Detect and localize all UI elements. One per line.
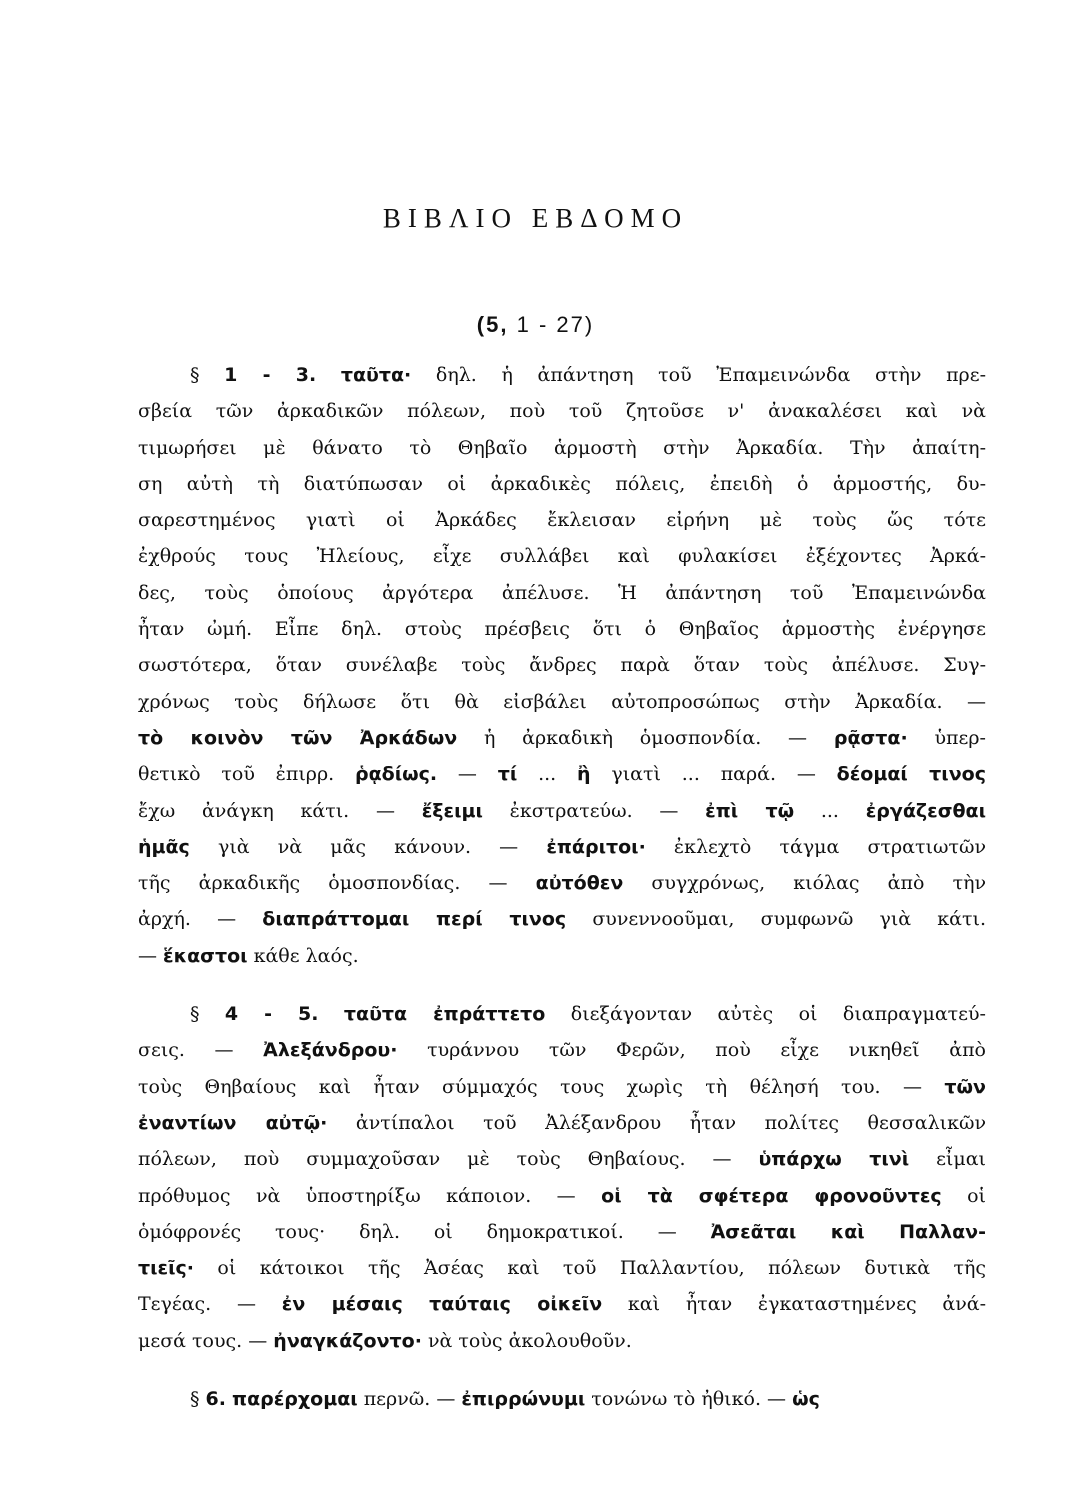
gloss-text: ἦταν ὠμή. Εἶπε δηλ. στοὺς πρέσβεις ὅτι ὁ Θηβαῖος ἁρμοστὴς ἐνέργησε xyxy=(138,618,986,641)
gloss-text: νὰ τοὺς ἀκολουθοῦν. xyxy=(421,1329,632,1352)
gloss-text: πόλεων, ποὺ συμμαχοῦσαν μὲ τοὺς Θηβαίους. — xyxy=(138,1148,759,1171)
gloss-text: θετικὸ τοῦ ἐπιρρ. xyxy=(138,763,355,786)
gloss-text: § xyxy=(190,364,225,386)
text-line xyxy=(138,1178,986,1214)
gloss-text: ὑπερ- xyxy=(907,726,986,749)
text-line xyxy=(138,684,986,720)
gloss-text: τυράννου τῶν Φερῶν, ποὺ εἶχε νικηθεῖ ἀπὸ xyxy=(397,1039,986,1062)
gloss-text: ἔχω ἀνάγκη κάτι. — xyxy=(138,799,422,822)
text-line xyxy=(138,1381,986,1417)
bold-term: 1 - 3. xyxy=(224,364,317,386)
paragraph-section-3 xyxy=(138,1381,986,1417)
gloss-text: τονώνω τὸ ἠθικό. — xyxy=(585,1388,793,1411)
bold-term: ἠναγκάζοντο· xyxy=(273,1329,422,1352)
text-line xyxy=(138,502,986,538)
bold-term: ἐν μέσαις ταύταις οἰκεῖν xyxy=(281,1293,603,1316)
gloss-text xyxy=(318,1003,343,1025)
gloss-text: — xyxy=(437,763,498,786)
text-line xyxy=(138,1250,986,1286)
gloss-text: § xyxy=(190,1003,225,1026)
bold-term: ὑπάρχω τινὶ xyxy=(758,1148,910,1171)
bold-term: διαπράττομαι περί τινος xyxy=(262,908,567,931)
text-line xyxy=(138,720,986,756)
gloss-text: ... xyxy=(794,799,866,822)
text-line xyxy=(138,466,986,502)
bold-term: Ἀλεξάνδρου· xyxy=(263,1039,398,1062)
text-line xyxy=(138,996,986,1032)
text-line xyxy=(138,1032,986,1068)
bold-term: ἐπάριτοι· xyxy=(546,835,646,858)
gloss-text: ση αὐτὴ τὴ διατύπωσαν οἱ ἀρκαδικὲς πόλεις, ἐπειδὴ ὁ ἁρμοστής, δυ- xyxy=(138,472,986,495)
bold-term: ῥᾳδίως. xyxy=(355,763,438,786)
gloss-text: οἱ κάτοικοι τῆς Ἀσέας καὶ τοῦ Παλλαντίου, πόλεων δυτικὰ τῆς xyxy=(194,1257,986,1280)
bold-term: ἐπὶ τῷ xyxy=(705,799,795,822)
gloss-text: συγχρόνως, κιόλας ἀπὸ τὴν xyxy=(623,872,987,895)
chapter-range-span: 1 - 27) xyxy=(508,312,595,337)
gloss-text: ἀρχή. — xyxy=(138,908,263,931)
text-line xyxy=(138,611,986,647)
gloss-text: ... xyxy=(517,763,578,786)
bold-term: ταῦτα ἐπράττετο xyxy=(343,1003,546,1026)
text-line xyxy=(138,901,986,937)
gloss-text: δηλ. ἡ ἀπάντηση τοῦ Ἐπαμεινώνδα στὴν πρε- xyxy=(411,364,986,386)
gloss-text: σβεία τῶν ἀρκαδικῶν πόλεων, ποὺ τοῦ ζητοῦσε ν' ἀνακαλέσει καὶ νὰ xyxy=(138,400,986,423)
bold-term: 4 - 5. xyxy=(224,1003,319,1026)
text-line xyxy=(138,538,986,574)
bold-term: παρέρχομαι xyxy=(232,1388,358,1411)
paragraph-gap xyxy=(138,974,986,996)
paragraph-section-1 xyxy=(138,357,986,974)
gloss-text: ἡ ἀρκαδικὴ ὁμοσπονδία. — xyxy=(457,726,834,749)
gloss-text xyxy=(316,364,341,386)
bold-term: ἔξειμι xyxy=(421,799,483,822)
text-line xyxy=(138,647,986,683)
gloss-text: οἱ xyxy=(941,1184,987,1207)
text-line xyxy=(138,1286,986,1322)
gloss-text: τιμωρήσει μὲ θάνατο τὸ Θηβαῖο ἁρμοστὴ στὴν Ἀρκαδία. Τὴν ἀπαίτη- xyxy=(138,436,986,459)
bold-term: Ἀσεᾶται καὶ Παλλαν- xyxy=(710,1220,987,1243)
text-line xyxy=(138,575,986,611)
gloss-text: σωστότερα, ὅταν συνέλαβε τοὺς ἄνδρες παρὰ ὅταν τοὺς ἀπέλυσε. Συγ- xyxy=(138,654,986,677)
gloss-text: συνεννοοῦμαι, συμφωνῶ γιὰ κάτι. xyxy=(566,908,987,931)
bold-term: ἡμᾶς xyxy=(138,835,190,858)
bold-term: τῶν xyxy=(944,1075,986,1098)
bold-term: 6. xyxy=(205,1388,226,1411)
bold-term: τί xyxy=(497,763,518,786)
bold-term: ἐργάζεσθαι xyxy=(865,799,987,822)
gloss-text: γιατὶ ... παρά. — xyxy=(590,763,837,786)
bold-term: δέομαί τινος xyxy=(836,763,986,786)
book-title: ΒΙΒΛΙΟ ΕΒΔΟΜΟ xyxy=(382,203,689,233)
text-line xyxy=(138,393,986,429)
text-line xyxy=(138,1069,986,1105)
gloss-text: ἐκλεχτὸ τάγμα στρατιωτῶν xyxy=(645,835,986,858)
gloss-text: ἀντίπαλοι τοῦ Ἀλέξανδρου ἦταν πολίτες θεσσαλικῶν xyxy=(327,1111,986,1134)
gloss-text: § xyxy=(190,1388,206,1411)
gloss-text: σεις. — xyxy=(138,1039,264,1062)
bold-term: οἱ τὰ σφέτερα φρονοῦντες xyxy=(601,1184,942,1207)
chapter-range-number: (5, xyxy=(476,312,509,337)
paragraph-section-2 xyxy=(138,996,986,1359)
gloss-text: Τεγέας. — xyxy=(138,1293,282,1316)
commentary-text xyxy=(138,357,986,1417)
gloss-text: διεξάγονταν αὐτὲς οἱ διαπραγματεύ- xyxy=(545,1003,986,1026)
chapter-range xyxy=(0,312,1071,338)
bold-term: ρᾷστα· xyxy=(833,726,908,749)
gloss-text: μεσά τους. — xyxy=(138,1329,274,1352)
bold-term: αὐτόθεν xyxy=(535,872,624,895)
bold-term: τιεῖς· xyxy=(138,1257,194,1280)
text-line xyxy=(138,865,986,901)
text-line xyxy=(138,1323,986,1359)
text-line xyxy=(138,938,986,974)
text-line xyxy=(138,1105,986,1141)
gloss-text: — xyxy=(138,944,164,967)
gloss-text: ἐκστρατεύω. — xyxy=(482,799,706,822)
bold-term: ἐναντίων αὐτῷ· xyxy=(138,1111,328,1134)
gloss-text: τοὺς Θηβαίους καὶ ἦταν σύμμαχός τους χωρὶς τὴ θέλησή του. — xyxy=(138,1075,945,1098)
bold-term: ἢ xyxy=(577,763,591,786)
bold-term: τὸ κοινὸν τῶν Ἀρκάδων xyxy=(138,726,458,749)
gloss-text: σαρεστημένος γιατὶ οἱ Ἀρκάδες ἔκλεισαν εἰρήνη μὲ τοὺς ὥς τότε xyxy=(138,509,986,532)
gloss-text: εἶμαι xyxy=(909,1148,986,1171)
text-line xyxy=(138,1214,986,1250)
text-line xyxy=(138,793,986,829)
bold-term: ἕκαστοι xyxy=(163,944,248,967)
gloss-text: πρόθυμος νὰ ὑποστηρίξω κάποιον. — xyxy=(138,1184,602,1207)
text-line xyxy=(138,1141,986,1177)
text-line xyxy=(138,430,986,466)
gloss-text: περνῶ. — xyxy=(357,1388,462,1411)
bold-term: ὡς xyxy=(792,1388,820,1411)
gloss-text: κάθε λαός. xyxy=(247,944,359,967)
bold-term: ἐπιρρώνυμι xyxy=(461,1388,586,1411)
text-line xyxy=(138,829,986,865)
text-line xyxy=(138,756,986,792)
gloss-text: καὶ ἦταν ἐγκαταστημένες ἀνά- xyxy=(602,1293,986,1316)
gloss-text: γιὰ νὰ μᾶς κάνουν. — xyxy=(189,835,547,858)
bold-term: ταῦτα· xyxy=(340,364,412,386)
gloss-text: δες, τοὺς ὁποίους ἀργότερα ἀπέλυσε. Ἡ ἀπάντηση τοῦ Ἐπαμεινώνδα xyxy=(138,581,986,604)
gloss-text: τῆς ἀρκαδικῆς ὁμοσπονδίας. — xyxy=(138,872,536,895)
paragraph-gap xyxy=(138,1359,986,1381)
text-line xyxy=(138,357,986,393)
gloss-text: χρόνως τοὺς δήλωσε ὅτι θὰ εἰσβάλει αὐτοπροσώπως στὴν Ἀρκαδία. — xyxy=(138,690,986,713)
gloss-text: ἐχθρούς τους Ἠλείους, εἶχε συλλάβει καὶ φυλακίσει ἐξέχοντες Ἀρκά- xyxy=(138,545,986,568)
gloss-text: ὁμόφρονές τους· δηλ. οἱ δημοκρατικοί. — xyxy=(138,1220,711,1243)
